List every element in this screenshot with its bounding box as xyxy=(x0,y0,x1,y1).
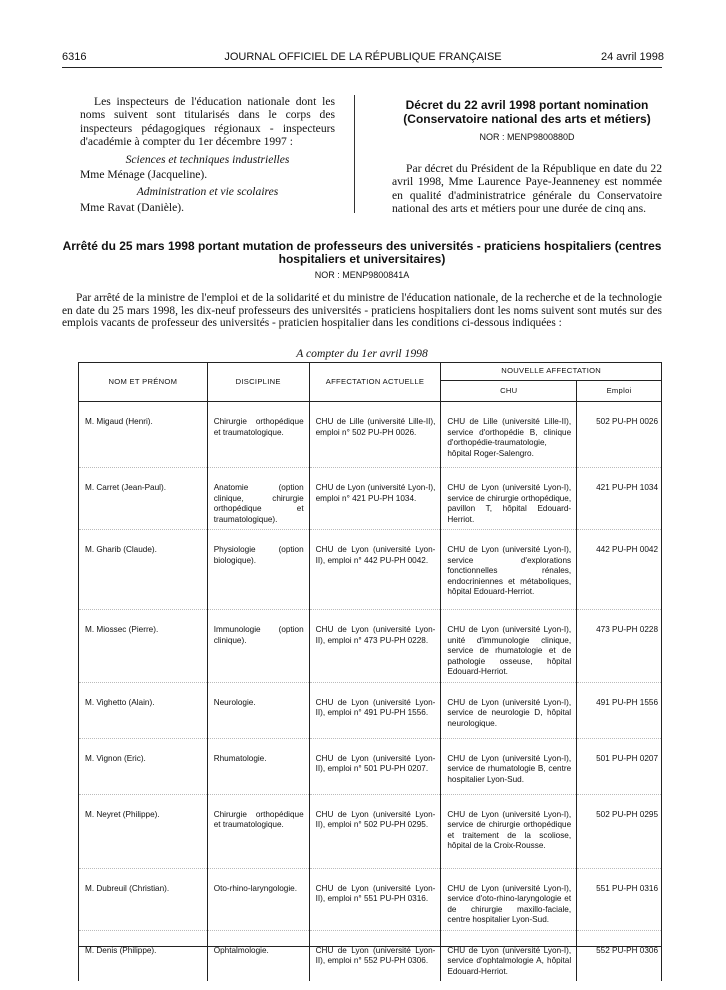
table-row xyxy=(79,610,662,683)
cell-emploi: 421 PU-PH 1034 xyxy=(577,468,662,530)
arrete-body: Par arrêté de la ministre de l'emploi et de la solidarité et du ministre de l'éducation nationale, de la recherche et de la technologie en date du 25 mars 1998, les dix-neuf professeurs des universités - praticiens hospitaliers dont les noms suivent sont mutés sur des emplois vacants de professeur des universités - praticien hospitalier dans les conditions ci-dessous indiquées : xyxy=(62,292,662,330)
col-header-nom: NOM ET PRÉNOM xyxy=(79,363,208,402)
cell-nom: M. Vignon (Eric). xyxy=(79,738,208,794)
cell-chu: CHU de Lille (université Lille-II), service d'orthopédie B, clinique d'orthopédie-traumatologie, hôpital Roger-Salengro. xyxy=(441,402,577,468)
cell-discipline: Rhumatologie. xyxy=(207,738,309,794)
arrete-notice xyxy=(62,240,662,360)
arrete-nor: NOR : MENP9800841A xyxy=(314,270,410,280)
column-divider xyxy=(354,95,355,213)
cell-emploi: 552 PU-PH 0306 xyxy=(577,930,662,981)
cell-chu: CHU de Lyon (université Lyon-I), service d'oto-rhino-laryngologie et de chirurgie maxillo-faciale, centre hospitalier Lyon-Sud. xyxy=(441,868,577,930)
cell-nom: M. Miossec (Pierre). xyxy=(79,610,208,683)
cell-emploi: 502 PU-PH 0026 xyxy=(577,402,662,468)
cell-discipline: Immunologie (option clinique). xyxy=(207,610,309,683)
col-header-nouvelle-affectation: NOUVELLE AFFECTATION xyxy=(441,363,662,381)
cell-emploi: 442 PU-PH 0042 xyxy=(577,530,662,610)
table-row xyxy=(79,530,662,610)
cell-nom: M. Migaud (Henri). xyxy=(79,402,208,468)
cell-discipline: Chirurgie orthopédique et traumatologique. xyxy=(207,402,309,468)
header-rule xyxy=(62,67,662,68)
col-header-emploi: Emploi xyxy=(577,381,662,402)
cell-chu: CHU de Lyon (université Lyon-I), service de rhumatologie B, centre hospitalier Lyon-Sud. xyxy=(441,738,577,794)
cell-chu: CHU de Lyon (université Lyon-I), service d'explorations fonctionnelles rénales, endocriniennes et métaboliques, hôpital Edouard-Herriot. xyxy=(441,530,577,610)
cell-nom: M. Gharib (Claude). xyxy=(79,530,208,610)
cell-emploi: 551 PU-PH 0316 xyxy=(577,868,662,930)
col-header-affectation-actuelle: AFFECTATION ACTUELLE xyxy=(309,363,441,402)
cell-nom: M. Carret (Jean-Paul). xyxy=(79,468,208,530)
cell-emploi: 473 PU-PH 0228 xyxy=(577,610,662,683)
cell-discipline: Chirurgie orthopédique et traumatologique. xyxy=(207,794,309,868)
cell-chu: CHU de Lyon (université Lyon-I), service d'ophtalmologie A, hôpital Edouard-Herriot. xyxy=(441,930,577,981)
cell-nom: M. Denis (Philippe). xyxy=(79,930,208,981)
table-bottom-rule xyxy=(78,946,662,947)
cell-nom: M. Dubreuil (Christian). xyxy=(79,868,208,930)
col-header-discipline: DISCIPLINE xyxy=(207,363,309,402)
cell-nom: M. Neyret (Philippe). xyxy=(79,794,208,868)
cell-affectation-actuelle: CHU de Lyon (université Lyon-II), emploi n° 473 PU-PH 0228. xyxy=(309,610,441,683)
cell-chu: CHU de Lyon (université Lyon-I), service de neurologie D, hôpital neurologique. xyxy=(441,682,577,738)
cell-emploi: 501 PU-PH 0207 xyxy=(577,738,662,794)
cell-affectation-actuelle: CHU de Lyon (université Lyon-II), emploi n° 552 PU-PH 0306. xyxy=(309,930,441,981)
person-name: Mme Ravat (Danièle). xyxy=(80,200,184,214)
decret-notice xyxy=(392,98,662,216)
cell-discipline: Oto-rhino-laryngologie. xyxy=(207,868,309,930)
journal-title: JOURNAL OFFICIEL DE LA RÉPUBLIQUE FRANÇAISE xyxy=(224,51,502,63)
table-row xyxy=(79,930,662,981)
table-row xyxy=(79,468,662,530)
cell-emploi: 491 PU-PH 1556 xyxy=(577,682,662,738)
cell-affectation-actuelle: CHU de Lyon (université Lyon-I), emploi n° 421 PU-PH 1034. xyxy=(309,468,441,530)
cell-affectation-actuelle: CHU de Lyon (université Lyon-II), emploi n° 502 PU-PH 0295. xyxy=(309,794,441,868)
cell-affectation-actuelle: CHU de Lille (université Lille-II), emploi n° 502 PU-PH 0026. xyxy=(309,402,441,468)
decret-title: Décret du 22 avril 1998 portant nomination (Conservatoire national des arts et métiers) xyxy=(403,98,651,126)
cell-discipline: Physiologie (option biologique). xyxy=(207,530,309,610)
cell-chu: CHU de Lyon (université Lyon-I), service de chirurgie orthopédique et traitement de la scoliose, hôpital de la Croix-Rousse. xyxy=(441,794,577,868)
cell-chu: CHU de Lyon (université Lyon-I), service de chirurgie orthopédique, pavillon T, hôpital Edouard-Herriot. xyxy=(441,468,577,530)
cell-emploi: 502 PU-PH 0295 xyxy=(577,794,662,868)
cell-chu: CHU de Lyon (université Lyon-I), unité d'immunologie clinique, service de rhumatologie et de pathologie osseuse, hôpital Edouard-Herriot. xyxy=(441,610,577,683)
cell-affectation-actuelle: CHU de Lyon (université Lyon-II), emploi n° 491 PU-PH 1556. xyxy=(309,682,441,738)
effective-date: A compter du 1er avril 1998 xyxy=(296,346,428,360)
mutations-table xyxy=(78,362,662,981)
cell-nom: M. Vighetto (Alain). xyxy=(79,682,208,738)
table-row xyxy=(79,868,662,930)
decret-body: Par décret du Président de la République en date du 22 avril 1998, Mme Laurence Paye-Jeanneney est nommée en qualité d'administratrice générale du Conservatoire national des arts et métiers pour une durée de cinq ans. xyxy=(392,162,662,216)
issue-date: 24 avril 1998 xyxy=(601,51,664,63)
cell-discipline: Anatomie (option clinique, chirurgie orthopédique et traumatologique). xyxy=(207,468,309,530)
cell-discipline: Ophtalmologie. xyxy=(207,930,309,981)
cell-affectation-actuelle: CHU de Lyon (université Lyon-II), emploi n° 501 PU-PH 0207. xyxy=(309,738,441,794)
cell-discipline: Neurologie. xyxy=(207,682,309,738)
arrete-title: Arrêté du 25 mars 1998 portant mutation de professeurs des universités - praticiens hospitaliers (centres hospitaliers et universitaires) xyxy=(62,239,662,266)
category-heading: Administration et vie scolaires xyxy=(136,185,279,199)
titularisation-intro: Les inspecteurs de l'éducation nationale dont les noms suivent sont titularisés dans le corps des inspecteurs pédagogiques régionaux - inspecteurs d'académie à compter du 1er décembre 1997 : xyxy=(80,95,335,149)
decret-nor: NOR : MENP9800880D xyxy=(479,132,575,142)
cell-affectation-actuelle: CHU de Lyon (université Lyon-II), emploi n° 551 PU-PH 0316. xyxy=(309,868,441,930)
table-row xyxy=(79,402,662,468)
col-header-chu: CHU xyxy=(441,381,577,402)
page-number: 6316 xyxy=(62,51,87,63)
table-row xyxy=(79,738,662,794)
table-row xyxy=(79,682,662,738)
person-name: Mme Ménage (Jacqueline). xyxy=(80,168,208,182)
titularisation-notice xyxy=(80,95,335,214)
cell-affectation-actuelle: CHU de Lyon (université Lyon-II), emploi n° 442 PU-PH 0042. xyxy=(309,530,441,610)
table-row xyxy=(79,794,662,868)
category-heading: Sciences et techniques industrielles xyxy=(125,152,290,166)
